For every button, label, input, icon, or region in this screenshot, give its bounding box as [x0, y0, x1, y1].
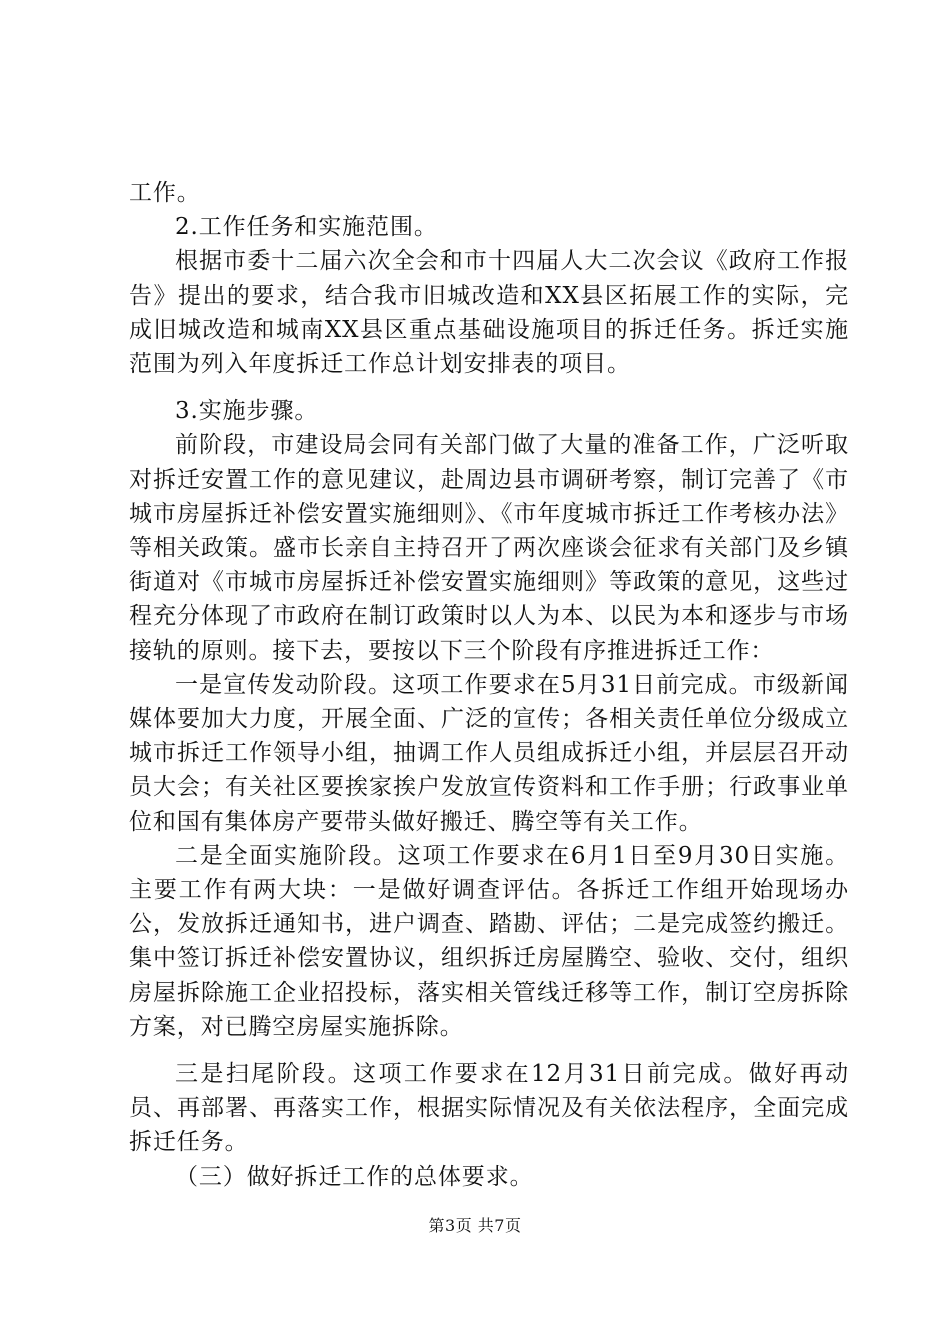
paragraph-preparation: 前阶段，市建设局会同有关部门做了大量的准备工作，广泛听取对拆迁安置工作的意见建议，赴周边县市调研考察，制订完善了《市城市房屋拆迁补偿安置实施细则》、《市年度城市拆迁工作考核办法》等相关政策。盛市长亲自主持召开了两次座谈会征求有关部门及乡镇街道对《市城市房屋拆迁补偿安置实施细则》等政策的意见，这些过程充分体现了市政府在制订政策时以人为本、以民为本和逐步与市场接轨的原则。接下去，要按以下三个阶段有序推进拆迁工作：: [129, 432, 849, 664]
paragraph-continuation: 工作。: [129, 180, 201, 206]
section-heading-steps: 3.实施步骤。: [175, 398, 319, 425]
paragraph-tasks-scope: 根据市委十二届六次全会和市十四届人大二次会议《政府工作报告》提出的要求，结合我市旧城改造和XX县区拓展工作的实际，完成旧城改造和城南XX县区重点基础设施项目的拆迁任务。拆迁实施范围为列入年度拆迁工作总计划安排表的项目。: [129, 248, 849, 378]
paragraph-stage-three: 三是扫尾阶段。这项工作要求在12月31日前完成。做好再动员、再部署、再落实工作，根据实际情况及有关依法程序，全面完成拆迁任务。: [129, 1061, 849, 1156]
section-heading-tasks-scope: 2.工作任务和实施范围。: [175, 214, 438, 241]
document-body: [129, 176, 849, 1194]
paragraph-stage-two: 二是全面实施阶段。这项工作要求在6月1日至9月30日实施。主要工作有两大块：一是做好调查评估。各拆迁工作组开始现场办公，发放拆迁通知书，进户调查、踏勘、评估；二是完成签约搬迁。集中签订拆迁补偿安置协议，组织拆迁房屋腾空、验收、交付，组织房屋拆除施工企业招投标，落实相关管线迁移等工作，制订空房拆除方案，对已腾空房屋实施拆除。: [129, 842, 849, 1040]
paragraph-stage-one: 一是宣传发动阶段。这项工作要求在5月31日前完成。市级新闻媒体要加大力度，开展全面、广泛的宣传；各相关责任单位分级成立城市拆迁工作领导小组，抽调工作人员组成拆迁小组，并层层召开动员大会；有关社区要挨家挨户发放宣传资料和工作手册；行政事业单位和国有集体房产要带头做好搬迁、腾空等有关工作。: [129, 671, 849, 835]
page-number-footer: 第3页 共7页: [428, 1216, 522, 1235]
section-heading-general-requirements: （三）做好拆迁工作的总体要求。: [175, 1163, 534, 1190]
